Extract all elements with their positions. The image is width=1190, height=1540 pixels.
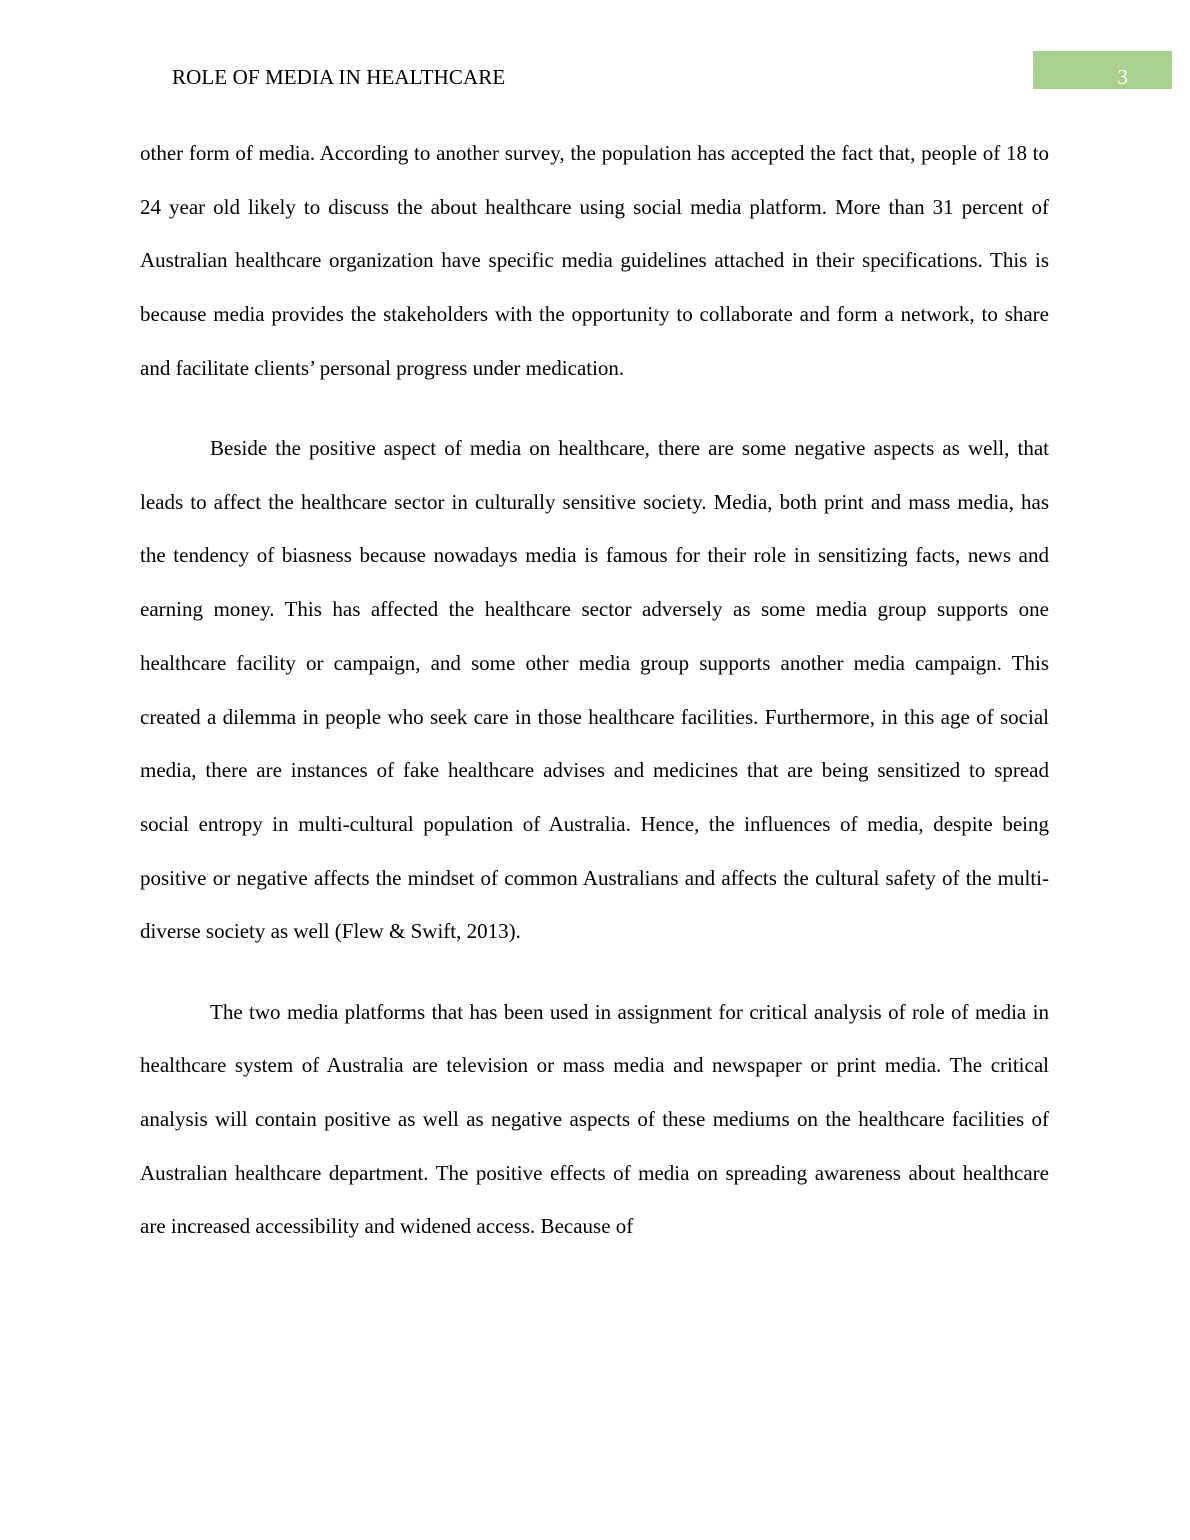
paragraph-media-platforms: The two media platforms that has been used in assignment for critical analysis of role of media in healthcare system of Australia are television or mass media and newspaper or print media. The critical analysis will contain positive as well as negative aspects of these mediums on the healthcare facilities of Australian healthcare department. The positive effects of media on spreading awareness about healthcare are increased accessibility and widened access. Because of [140, 999, 1049, 1239]
paragraph-negative-aspects: Beside the positive aspect of media on healthcare, there are some negative aspects as well, that leads to affect the healthcare sector in culturally sensitive society. Media, both print and mass media, has the tendency of biasness because nowadays media is famous for their role in sensitizing facts, news and earning money. This has affected the healthcare sector adversely as some media group supports one healthcare facility or campaign, and some other media group supports another media campaign. This created a dilemma in people who seek care in those healthcare facilities. Furthermore, in this age of social media, there are instances of fake healthcare advises and medicines that are being sensitized to spread social entropy in multi-cultural population of Australia. Hence, the influences of media, despite being positive or negative affects the mindset of common Australians and affects the cultural safety of the multi-diverse society as well (Flew & Swift, 2013). [140, 436, 1049, 944]
page-number: 3 [1117, 65, 1128, 89]
paragraph-continuation: other form of media. According to another survey, the population has accepted the fact that, people of 18 to 24 year old likely to discuss the about healthcare using social media platform. More than 31 percent of Australian healthcare organization have specific media guidelines attached in their specifications. This is because media provides the stakeholders with the opportunity to collaborate and form a network, to share and facilitate clients’ personal progress under medication. [140, 141, 1049, 380]
page-number-box [1033, 51, 1172, 89]
running-head: ROLE OF MEDIA IN HEALTHCARE [172, 65, 506, 89]
body-text [140, 127, 1049, 1254]
